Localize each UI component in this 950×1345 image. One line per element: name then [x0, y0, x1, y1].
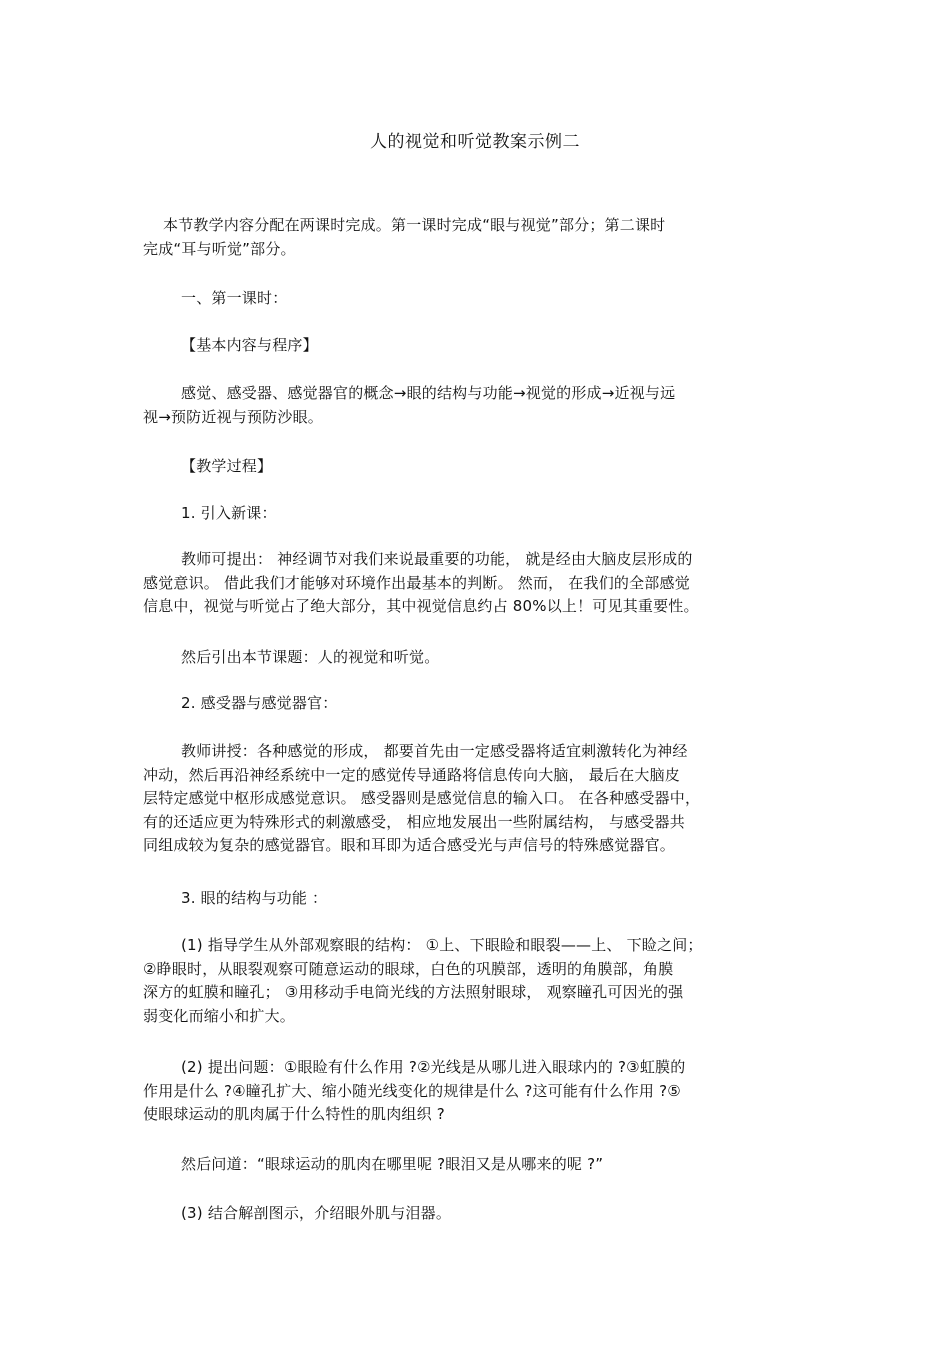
- text-line: 感觉、感受器、感觉器官的概念→眼的结构与功能→视觉的形成→近视与远: [181, 384, 676, 402]
- text-line: 1. 引入新课：: [181, 504, 277, 522]
- section-heading-lesson-one: [143, 287, 803, 311]
- text-line: 同组成较为复杂的感觉器官。眼和耳即为适合感受光与声信号的特殊感觉器官。: [143, 836, 676, 854]
- text-line: (1) 指导学生从外部观察眼的结构： ①上、下眼睑和眼裂——上、 下睑之间；: [181, 936, 703, 954]
- text-line: 层特定感觉中枢形成感觉意识。 感受器则是感觉信息的输入口。 在各种感受器中，: [143, 789, 701, 807]
- text-line: 教师可提出： 神经调节对我们来说最重要的功能， 就是经由大脑皮层形成的: [181, 550, 693, 568]
- text-line: ②睁眼时，从眼裂观察可随意运动的眼球，白色的巩膜部，透明的角膜部，角膜: [143, 959, 674, 978]
- heading-introduce-lesson: [143, 502, 803, 526]
- text-line: 信息中，视觉与听觉占了绝大部分，其中视觉信息约占 80%以上！可见其重要性。: [143, 597, 699, 615]
- paragraph-topic: [143, 646, 803, 670]
- paragraph-eye-observation: [143, 934, 803, 1028]
- text-line: (3) 结合解剖图示，介绍眼外肌与泪器。: [181, 1204, 452, 1222]
- text-line: (2) 提出问题：①眼睑有什么作用 ?②光线是从哪儿进入眼球内的 ?③虹膜的: [181, 1058, 686, 1076]
- text-line: 2. 感受器与感觉器官：: [181, 694, 338, 712]
- text-line: 有的还适应更为特殊形式的刺激感受， 相应地发展出一些附属结构， 与感受器共: [143, 812, 685, 831]
- heading-eye-structure: [143, 887, 803, 911]
- document-title: 人的视觉和听觉教案示例二: [370, 132, 580, 152]
- text-line: 深方的虹膜和瞳孔； ③用移动手电筒光线的方法照射眼球， 观察瞳孔可因光的强: [143, 983, 684, 1001]
- paragraph-anatomy: [143, 1202, 803, 1226]
- text-line: 弱变化而缩小和扩大。: [143, 1006, 296, 1025]
- text-line: 使眼球运动的肌肉属于什么特性的肌肉组织 ?: [143, 1105, 445, 1123]
- text-line: 3. 眼的结构与功能 ：: [181, 889, 328, 907]
- text-line: 然后引出本节课题：人的视觉和听觉。: [181, 648, 440, 666]
- text-line: 作用是什么 ?④瞳孔扩大、缩小随光线变化的规律是什么 ?这可能有什么作用 ?⑤: [143, 1081, 681, 1100]
- heading-teaching-process: [143, 455, 803, 479]
- heading-basic-content: [143, 334, 803, 358]
- text-line: 完成“耳与听觉”部分。: [143, 239, 296, 258]
- paragraph-intro: [143, 214, 803, 261]
- text-line: 冲动，然后再沿神经系统中一定的感觉传导通路将信息传向大脑， 最后在大脑皮: [143, 765, 680, 784]
- paragraph-follow-up-question: [143, 1153, 803, 1177]
- text-line: 教师讲授：各种感觉的形成， 都要首先由一定感受器将适宜刺激转化为神经: [181, 742, 688, 760]
- text-line: 然后问道：“眼球运动的肌肉在哪里呢 ?眼泪又是从哪来的呢 ?”: [181, 1155, 604, 1173]
- text-line: 【教学过程】: [181, 457, 273, 475]
- text-line: 感觉意识。 借此我们才能够对环境作出最基本的判断。 然而， 在我们的全部感觉: [143, 573, 690, 592]
- text-line: 一、第一课时：: [181, 289, 288, 307]
- heading-receptors: [143, 692, 803, 716]
- paragraph-questions: [143, 1056, 803, 1127]
- text-line: 视→预防近视与预防沙眼。: [143, 407, 323, 426]
- text-line: 本节教学内容分配在两课时完成。第一课时完成“眼与视觉”部分；第二课时: [163, 216, 666, 234]
- paragraph-receptors: [143, 740, 803, 858]
- paragraph-program: [143, 382, 803, 429]
- paragraph-teacher-intro: [143, 548, 803, 619]
- text-line: 【基本内容与程序】: [181, 336, 318, 354]
